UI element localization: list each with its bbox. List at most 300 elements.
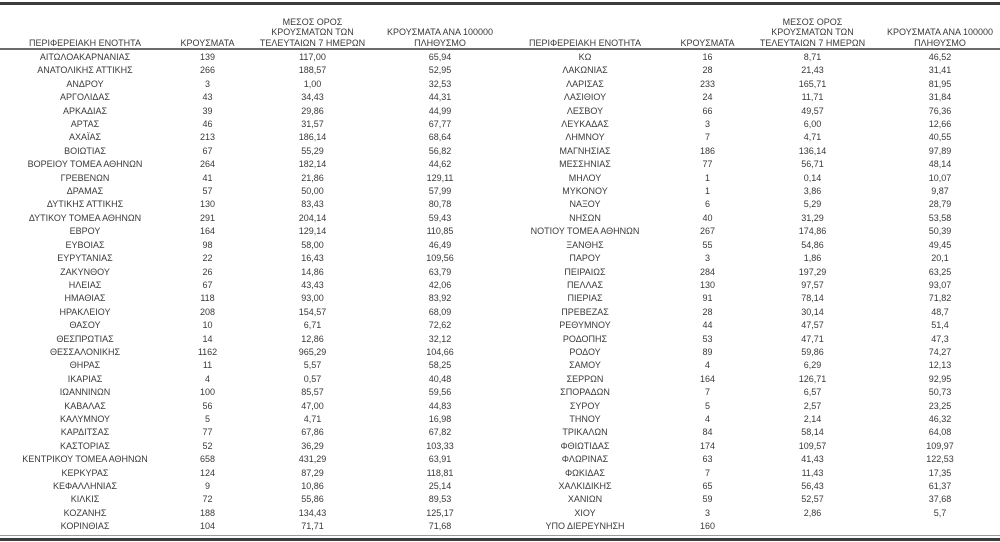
- table-row: [500, 279, 1000, 292]
- region-cell: ΚΟΖΑΝΗΣ: [63, 507, 107, 518]
- region-cell: ΡΟΔΟΥ: [569, 346, 601, 357]
- avg7-cell: 50,00: [301, 186, 324, 197]
- cases-cell: 124: [199, 467, 216, 478]
- table-row: [0, 145, 500, 158]
- region-cell: ΜΑΓΝΗΣΙΑΣ: [559, 145, 611, 156]
- avg7-cell: 1,86: [803, 253, 822, 264]
- cases-cell: 186: [699, 145, 716, 156]
- cases-cell: 6: [704, 199, 710, 210]
- table-row: [0, 64, 500, 77]
- region-cell: ΑΡΚΑΔΙΑΣ: [62, 105, 108, 116]
- avg7-cell: 36,29: [301, 440, 324, 451]
- cases-cell: 160: [699, 521, 716, 532]
- cases-cell: 266: [199, 65, 216, 76]
- table-row: [500, 252, 1000, 265]
- cases-cell: 14: [202, 333, 213, 344]
- avg7-cell: 59,86: [801, 346, 824, 357]
- cases-cell: 63: [702, 454, 713, 465]
- avg7-cell: 52,57: [801, 494, 824, 505]
- region-cell: ΛΗΜΝΟΥ: [565, 132, 605, 143]
- table-row: [500, 413, 1000, 426]
- avg7-cell: 58,14: [801, 427, 824, 438]
- avg7-cell: 55,86: [301, 494, 324, 505]
- avg7-cell: 134,43: [298, 507, 327, 518]
- cases-cell: 98: [202, 239, 213, 250]
- per100k-cell: 125,17: [426, 507, 454, 518]
- cases-cell: 10: [202, 320, 213, 331]
- avg7-cell: 85,57: [301, 387, 324, 398]
- table-row: [500, 359, 1000, 372]
- table-row: [0, 520, 500, 533]
- avg7-cell: 1,00: [303, 78, 322, 89]
- avg7-cell: 34,43: [301, 92, 324, 103]
- table-row: [0, 158, 500, 171]
- table-row: [0, 225, 500, 238]
- region-cell: ΠΡΕΒΕΖΑΣ: [561, 306, 609, 317]
- cases-cell: 24: [702, 92, 713, 103]
- avg7-cell: [745, 520, 880, 533]
- table-row: [500, 292, 1000, 305]
- cases-cell: 7: [704, 132, 710, 143]
- region-cell: ΛΕΥΚΑΔΑΣ: [561, 119, 609, 130]
- table-row: [0, 453, 500, 466]
- cases-cell: 57: [202, 186, 213, 197]
- avg7-cell: 4,71: [803, 132, 822, 143]
- avg7-cell: 2,14: [803, 413, 822, 424]
- cases-cell: 130: [199, 199, 216, 210]
- region-cell: ΛΕΣΒΟΥ: [566, 105, 604, 116]
- per100k-cell: 16,98: [428, 413, 452, 424]
- avg7-cell: 165,71: [798, 78, 827, 89]
- table-row: [0, 252, 500, 265]
- avg7-cell: 12,86: [301, 333, 324, 344]
- per100k-cell: 118,81: [426, 467, 454, 478]
- per100k-cell: 57,99: [428, 186, 452, 197]
- table-row: [500, 319, 1000, 332]
- regional-cases-table-right: [500, 5, 1000, 534]
- per100k-cell: 50,39: [928, 226, 952, 237]
- avg7-cell: 182,14: [298, 159, 327, 170]
- region-cell: ΧΙΟΥ: [574, 507, 596, 518]
- avg7-cell: 29,86: [301, 105, 324, 116]
- table-row: [500, 453, 1000, 466]
- per100k-cell: 71,68: [428, 521, 452, 532]
- table-row: [0, 507, 500, 520]
- region-cell: ΣΠΟΡΑΔΩΝ: [560, 387, 610, 398]
- per100k-cell: 12,66: [928, 119, 952, 130]
- region-cell: ΦΘΙΩΤΙΔΑΣ: [560, 440, 610, 451]
- cases-cell: 26: [202, 266, 213, 277]
- region-cell: ΚΩ: [578, 52, 592, 62]
- region-cell: ΙΩΑΝΝΙΝΩΝ: [59, 387, 111, 398]
- per100k-cell: 31,84: [928, 92, 952, 103]
- table-row: [0, 185, 500, 198]
- table-row: [0, 440, 500, 453]
- bottom-rule-thin: [0, 535, 1000, 536]
- cases-cell: 3: [204, 78, 210, 89]
- per100k-cell: 23,25: [928, 400, 952, 411]
- per100k-cell: 47,3: [931, 333, 949, 344]
- table-row: [0, 105, 500, 118]
- table-row: [0, 373, 500, 386]
- cases-cell: 39: [202, 105, 213, 116]
- per100k-cell: 74,27: [928, 346, 952, 357]
- avg7-cell: 6,71: [303, 320, 322, 331]
- per100k-cell: 42,06: [428, 279, 452, 290]
- cases-cell: 5: [204, 413, 210, 424]
- region-cell: ΜΥΚΟΝΟΥ: [562, 186, 608, 197]
- region-cell: ΘΕΣΣΑΛΟΝΙΚΗΣ: [49, 346, 121, 357]
- avg7-cell: 6,00: [803, 119, 822, 130]
- avg7-cell: 2,86: [803, 507, 822, 518]
- col-header-region: ΠΕΡΙΦΕΡΕΙΑΚΗ ΕΝΟΤΗΤΑ: [528, 37, 642, 48]
- avg7-cell: 49,57: [801, 105, 824, 116]
- bottom-rule-thick: [0, 538, 1000, 541]
- table-row: [500, 520, 1000, 533]
- region-cell: ΝΑΞΟΥ: [569, 199, 601, 210]
- cases-cell: 77: [202, 427, 213, 438]
- cases-cell: 55: [702, 239, 713, 250]
- region-cell: ΛΑΡΙΣΑΣ: [566, 78, 604, 89]
- per100k-cell: 109,97: [926, 440, 954, 451]
- table-row: [0, 480, 500, 493]
- cases-cell: 89: [702, 346, 713, 357]
- avg7-cell: 126,71: [798, 373, 827, 384]
- per100k-cell: 50,73: [928, 387, 952, 398]
- cases-cell: 65: [702, 481, 713, 491]
- cases-cell: 4: [204, 373, 210, 384]
- table-row: [500, 467, 1000, 480]
- table-header-right: [500, 5, 1000, 51]
- table-row: [0, 279, 500, 292]
- per100k-cell: 46,52: [928, 52, 952, 62]
- table-row: [0, 386, 500, 399]
- per100k-cell: 46,32: [928, 413, 952, 424]
- avg7-cell: 31,29: [801, 212, 824, 223]
- region-cell: ΚΕΡΚΥΡΑΣ: [61, 467, 109, 478]
- avg7-cell: 97,57: [801, 279, 824, 290]
- table-row: [500, 493, 1000, 506]
- per100k-cell: 40,48: [428, 373, 452, 384]
- avg7-cell: 188,57: [298, 65, 327, 76]
- table-row: [0, 319, 500, 332]
- avg7-cell: 204,14: [298, 212, 327, 223]
- region-cell: ΚΑΛΥΜΝΟΥ: [59, 413, 111, 424]
- region-cell: ΛΑΚΩΝΙΑΣ: [562, 65, 608, 76]
- per100k-cell: 46,49: [428, 239, 452, 250]
- cases-cell: 7: [704, 467, 710, 478]
- region-cell: ΜΕΣΣΗΝΙΑΣ: [559, 159, 611, 170]
- cases-cell: 16: [702, 52, 713, 62]
- per100k-cell: 58,25: [428, 360, 452, 371]
- cases-cell: 1: [704, 172, 710, 183]
- per100k-cell: 64,08: [928, 427, 952, 438]
- per100k-cell: 103,33: [426, 440, 454, 451]
- per100k-cell: 104,66: [426, 346, 454, 357]
- avg7-cell: 6,57: [803, 387, 822, 398]
- table-row: [500, 118, 1000, 131]
- cases-cell: 213: [199, 132, 216, 143]
- region-cell: ΥΠΟ ΔΙΕΡΕΥΝΗΣΗ: [545, 521, 625, 532]
- table-row: [500, 185, 1000, 198]
- per100k-cell: 48,14: [928, 159, 952, 170]
- per100k-cell: 31,41: [928, 65, 952, 76]
- avg7-cell: 0,57: [303, 373, 322, 384]
- region-cell: ΒΟΙΩΤΙΑΣ: [64, 145, 106, 156]
- region-cell: ΣΕΡΡΩΝ: [566, 373, 604, 384]
- avg7-cell: 93,00: [301, 293, 324, 304]
- cases-cell: 130: [699, 279, 716, 290]
- cases-cell: 67: [202, 145, 213, 156]
- region-cell: ΗΛΕΙΑΣ: [68, 279, 102, 290]
- per100k-cell: 40,55: [928, 132, 952, 143]
- per100k-cell: 65,94: [428, 52, 452, 62]
- per100k-cell: 5,7: [933, 507, 947, 518]
- avg7-cell: 47,71: [801, 333, 824, 344]
- avg7-cell: 14,86: [301, 266, 324, 277]
- table-row: [500, 105, 1000, 118]
- col-header-per100k: ΚΡΟΥΣΜΑΤΑ ΑΝΑ 100000 ΠΛΗΘΥΣΜΟ: [887, 27, 993, 48]
- region-cell: ΑΝΑΤΟΛΙΚΗΣ ΑΤΤΙΚΗΣ: [37, 65, 133, 76]
- cases-cell: 9: [204, 481, 210, 491]
- avg7-cell: 83,43: [301, 199, 324, 210]
- cases-cell: 52: [202, 440, 213, 451]
- per100k-cell: 48,7: [931, 306, 949, 317]
- avg7-cell: 4,71: [303, 413, 322, 424]
- per100k-cell: 44,62: [428, 159, 452, 170]
- avg7-cell: 3,86: [803, 186, 822, 197]
- per100k-cell: 109,56: [426, 253, 454, 264]
- table-row: [500, 480, 1000, 493]
- table-row: [0, 493, 500, 506]
- cases-cell: 56: [202, 400, 213, 411]
- region-cell: ΖΑΚΥΝΘΟΥ: [60, 266, 110, 277]
- avg7-cell: 21,86: [301, 172, 324, 183]
- avg7-cell: 54,86: [801, 239, 824, 250]
- table-row: [500, 225, 1000, 238]
- table-row: [0, 266, 500, 279]
- table-row: [500, 145, 1000, 158]
- per100k-cell: 44,83: [428, 400, 452, 411]
- table-row: [0, 198, 500, 211]
- avg7-cell: 47,00: [301, 400, 324, 411]
- table-row: [0, 172, 500, 185]
- per100k-cell: 32,53: [428, 78, 452, 89]
- col-header-avg7: ΜΕΣΟΣ ΟΡΟΣ ΚΡΟΥΣΜΑΤΩΝ ΤΩΝ ΤΕΛΕΥΤΑΙΩΝ 7 ΗΜΕΡΩΝ: [259, 16, 366, 48]
- region-cell: ΗΜΑΘΙΑΣ: [64, 293, 106, 304]
- region-cell: ΜΗΛΟΥ: [568, 172, 602, 183]
- cases-cell: 264: [199, 159, 216, 170]
- per100k-cell: 51,4: [931, 320, 949, 331]
- table-row: [0, 131, 500, 144]
- table-row: [0, 400, 500, 413]
- table-row: [500, 131, 1000, 144]
- cases-cell: 22: [202, 253, 213, 264]
- region-cell: ΡΟΔΟΠΗΣ: [562, 333, 608, 344]
- tables-container: [0, 5, 1000, 534]
- table-row: [0, 426, 500, 439]
- region-cell: ΠΙΕΡΙΑΣ: [567, 293, 603, 304]
- table-row: [0, 51, 500, 64]
- region-cell: ΚΑΒΑΛΑΣ: [64, 400, 106, 411]
- region-cell: ΧΑΛΚΙΔΙΚΗΣ: [558, 481, 612, 491]
- region-cell: ΠΕΛΛΑΣ: [566, 279, 604, 290]
- region-cell: ΡΕΘΥΜΝΟΥ: [559, 320, 611, 331]
- region-cell: ΤΗΝΟΥ: [569, 413, 601, 424]
- avg7-cell: 154,57: [298, 306, 327, 317]
- table-row: [500, 400, 1000, 413]
- avg7-cell: 5,57: [303, 360, 322, 371]
- avg7-cell: 43,43: [301, 279, 324, 290]
- table-row: [0, 359, 500, 372]
- cases-cell: 164: [699, 373, 716, 384]
- cases-cell: 267: [699, 226, 716, 237]
- cases-cell: 208: [199, 306, 216, 317]
- per100k-cell: 61,37: [928, 481, 952, 491]
- avg7-cell: 56,71: [801, 159, 824, 170]
- avg7-cell: 71,71: [301, 521, 324, 532]
- avg7-cell: 174,86: [798, 226, 827, 237]
- table-row: [0, 118, 500, 131]
- per100k-cell: 56,82: [428, 145, 452, 156]
- table-row: [0, 292, 500, 305]
- region-cell: ΕΒΡΟΥ: [69, 226, 101, 237]
- region-cell: ΔΥΤΙΚΟΥ ΤΟΜΕΑ ΑΘΗΝΩΝ: [28, 212, 142, 223]
- table-row: [500, 440, 1000, 453]
- region-cell: ΦΛΩΡΙΝΑΣ: [561, 454, 609, 465]
- cases-cell: 28: [702, 65, 713, 76]
- per100k-cell: 89,53: [428, 494, 452, 505]
- avg7-cell: 87,29: [301, 467, 324, 478]
- cases-cell: 59: [702, 494, 713, 505]
- per100k-cell: 17,35: [928, 467, 952, 478]
- per100k-cell: 37,68: [928, 494, 952, 505]
- table-header-left: [0, 5, 500, 51]
- col-header-cases: ΚΡΟΥΣΜΑΤΑ: [180, 37, 235, 48]
- region-cell: ΑΡΤΑΣ: [70, 119, 100, 130]
- cases-cell: 67: [202, 279, 213, 290]
- table-row: [500, 386, 1000, 399]
- table-row: [0, 413, 500, 426]
- cases-cell: 4: [704, 360, 710, 371]
- col-header-cases: ΚΡΟΥΣΜΑΤΑ: [680, 37, 735, 48]
- table-row: [500, 51, 1000, 64]
- region-cell: ΗΡΑΚΛΕΙΟΥ: [59, 306, 111, 317]
- table-row: [500, 64, 1000, 77]
- table-row: [0, 467, 500, 480]
- region-cell: ΞΑΝΘΗΣ: [566, 239, 604, 250]
- avg7-cell: 109,57: [798, 440, 827, 451]
- regional-cases-table-left: [0, 5, 500, 534]
- cases-cell: 46: [202, 119, 213, 130]
- table-row: [500, 507, 1000, 520]
- per100k-cell: 28,79: [928, 199, 952, 210]
- avg7-cell: 2,57: [803, 400, 822, 411]
- table-row: [500, 91, 1000, 104]
- table-row: [500, 239, 1000, 252]
- cases-cell: 72: [202, 494, 213, 505]
- region-cell: ΕΥΡΥΤΑΝΙΑΣ: [57, 253, 113, 264]
- region-cell: ΝΗΣΩΝ: [569, 212, 601, 223]
- avg7-cell: 47,57: [801, 320, 824, 331]
- table-row: [500, 373, 1000, 386]
- avg7-cell: 56,43: [801, 481, 824, 491]
- cases-cell: 188: [199, 507, 216, 518]
- per100k-cell: 63,91: [428, 454, 452, 465]
- per100k-cell: 81,95: [928, 78, 952, 89]
- per100k-cell: 63,25: [928, 266, 952, 277]
- cases-cell: 53: [702, 333, 713, 344]
- avg7-cell: 431,29: [298, 454, 327, 465]
- cases-cell: 174: [699, 440, 716, 451]
- avg7-cell: 6,29: [803, 360, 822, 371]
- per100k-cell: 63,79: [428, 266, 452, 277]
- cases-cell: 84: [702, 427, 713, 438]
- region-cell: ΑΝΔΡΟΥ: [66, 78, 104, 89]
- cases-cell: 139: [199, 52, 216, 62]
- per100k-cell: 44,99: [428, 105, 452, 116]
- cases-cell: 5: [704, 400, 710, 411]
- table-row: [0, 306, 500, 319]
- per100k-cell: 12,13: [928, 360, 952, 371]
- header-rule: [0, 48, 1000, 50]
- region-cell: ΔΡΑΜΑΣ: [66, 186, 104, 197]
- per100k-cell: 129,11: [426, 172, 454, 183]
- cases-cell: 43: [202, 92, 213, 103]
- cases-cell: 100: [199, 387, 216, 398]
- per100k-cell: 92,95: [928, 373, 952, 384]
- table-row: [500, 266, 1000, 279]
- per100k-cell: 72,62: [428, 320, 452, 331]
- per100k-cell: 122,53: [926, 454, 954, 465]
- table-row: [500, 198, 1000, 211]
- cases-cell: 28: [702, 306, 713, 317]
- avg7-cell: 67,86: [301, 427, 324, 438]
- table-row: [500, 158, 1000, 171]
- avg7-cell: 186,14: [298, 132, 327, 143]
- avg7-cell: 197,29: [798, 266, 827, 277]
- cases-cell: 11: [202, 360, 213, 371]
- region-cell: ΘΗΡΑΣ: [69, 360, 101, 371]
- region-cell: ΣΥΡΟΥ: [569, 400, 601, 411]
- cases-cell: 291: [199, 212, 216, 223]
- table-body-left: [0, 51, 500, 534]
- per100k-cell: 68,64: [428, 132, 452, 143]
- avg7-cell: 16,43: [301, 253, 324, 264]
- avg7-cell: 0,14: [803, 172, 822, 183]
- cases-cell: 3: [704, 507, 710, 518]
- col-header-per100k: ΚΡΟΥΣΜΑΤΑ ΑΝΑ 100000 ΠΛΗΘΥΣΜΟ: [387, 27, 493, 48]
- avg7-cell: 31,57: [301, 119, 324, 130]
- per100k-cell: 53,58: [928, 212, 952, 223]
- region-cell: ΑΡΓΟΛΙΔΑΣ: [60, 92, 110, 103]
- table-row: [500, 212, 1000, 225]
- per100k-cell: 93,07: [928, 279, 952, 290]
- avg7-cell: 58,00: [301, 239, 324, 250]
- table-body-right: [500, 51, 1000, 534]
- region-cell: ΚΕΦΑΛΛΗΝΙΑΣ: [52, 481, 118, 491]
- cases-cell: 1162: [197, 346, 218, 357]
- region-cell: ΙΚΑΡΙΑΣ: [67, 373, 103, 384]
- region-cell: ΚΑΣΤΟΡΙΑΣ: [60, 440, 110, 451]
- table-row: [0, 91, 500, 104]
- region-cell: ΘΕΣΠΡΩΤΙΑΣ: [56, 333, 114, 344]
- cases-cell: 3: [704, 253, 710, 264]
- avg7-cell: 10,86: [301, 481, 324, 491]
- region-cell: ΧΑΝΙΩΝ: [567, 494, 603, 505]
- region-cell: ΦΩΚΙΔΑΣ: [565, 467, 605, 478]
- cases-cell: 41: [202, 172, 213, 183]
